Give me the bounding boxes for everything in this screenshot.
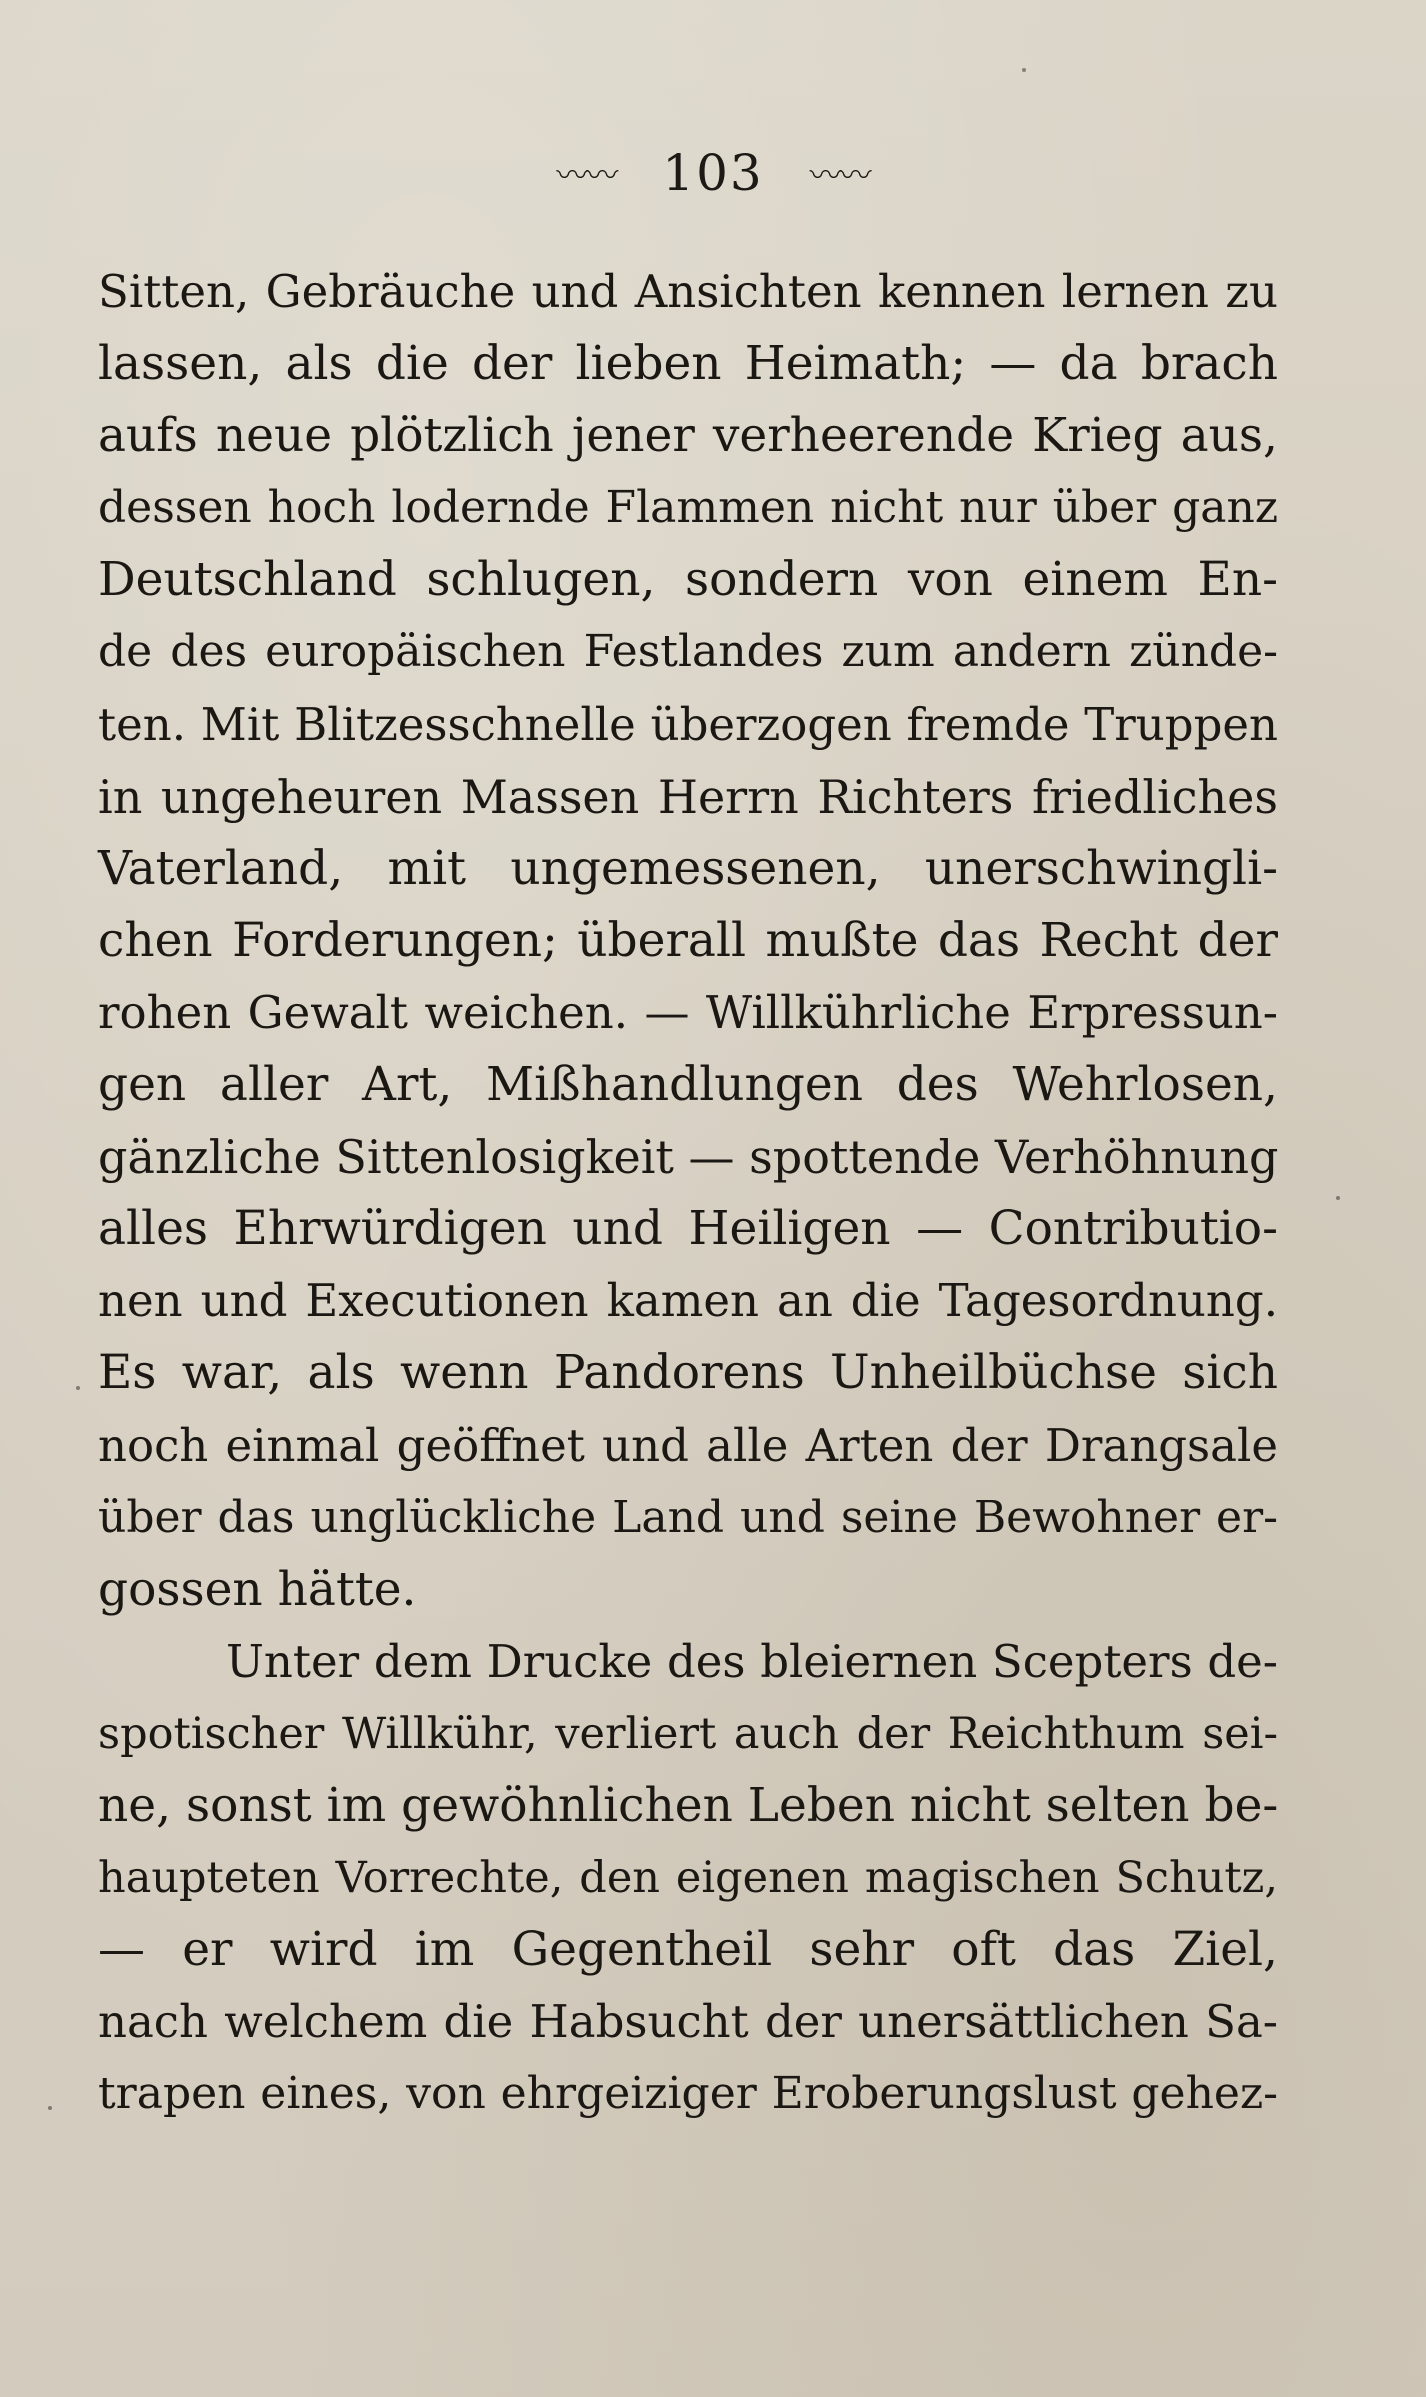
page-header	[0, 140, 1426, 202]
text-line: rohen Gewalt weichen. — Willkührliche Erpressun-	[98, 985, 1278, 1039]
text-line: alles Ehrwürdigen und Heiligen — Contributio-	[98, 1201, 1278, 1257]
text-line: Unter dem Drucke des bleiernen Scepters de-	[226, 1634, 1278, 1688]
text-line: de des europäischen Festlandes zum andern zünde-	[98, 626, 1278, 678]
text-line: Sitten, Gebräuche und Ansichten kennen lernen zu	[98, 265, 1278, 318]
text-line: nach welchem die Habsucht der unersättlichen Sa-	[98, 1995, 1278, 2049]
ornament-left: 〰〰	[556, 156, 617, 194]
paragraph-2	[98, 1626, 1278, 2131]
text-line: trapen eines, von ehrgeiziger Eroberungslust gehez-	[98, 2068, 1278, 2120]
paper-speck	[1336, 1196, 1340, 1200]
text-line: in ungeheuren Massen Herrn Richters friedliches	[98, 769, 1278, 824]
paragraph-1	[98, 256, 1278, 1626]
paper-speck	[76, 1386, 80, 1390]
text-line: — er wird im Gegentheil sehr oft das Ziel,	[98, 1922, 1278, 1978]
paper-speck	[1022, 68, 1026, 72]
text-line: ten. Mit Blitzesschnelle überzogen fremde Truppen	[98, 697, 1278, 751]
text-line: über das unglückliche Land und seine Bewohner er-	[98, 1491, 1278, 1543]
text-line: dessen hoch lodernde Flammen nicht nur über ganz	[98, 482, 1278, 534]
text-line: ne, sonst im gewöhnlichen Leben nicht selten be-	[98, 1777, 1279, 1833]
body-text	[98, 256, 1278, 2130]
page-number: 103	[662, 144, 764, 202]
ornament-right: 〰〰	[809, 156, 870, 194]
text-line: spotischer Willkühr, verliert auch der Reichthum sei-	[98, 1708, 1278, 1759]
text-line: lassen, als die der lieben Heimath; — da brach	[98, 336, 1278, 392]
text-line: gänzliche Sittenlosigkeit — spottende Verhöhnung	[98, 1130, 1279, 1185]
text-line: Vaterland, mit ungemessenen, unerschwingli-	[98, 840, 1278, 896]
text-line: gossen hätte.	[98, 1561, 417, 1617]
text-line: chen Forderungen; überall mußte das Recht der	[98, 912, 1278, 968]
text-line: noch einmal geöffnet und alle Arten der Drangsale	[98, 1418, 1278, 1472]
text-line: haupteten Vorrechte, den eigenen magischen Schutz,	[98, 1853, 1278, 1904]
text-line: Es war, als wenn Pandorens Unheilbüchse sich	[98, 1345, 1278, 1401]
text-line: gen aller Art, Mißhandlungen des Wehrlosen,	[98, 1057, 1278, 1113]
text-line: aufs neue plötzlich jener verheerende Krieg aus,	[98, 408, 1278, 464]
text-line: nen und Executionen kamen an die Tagesordnung.	[98, 1274, 1278, 1328]
text-line: Deutschland schlugen, sondern von einem En-	[98, 552, 1278, 608]
paper-speck	[48, 2106, 52, 2110]
